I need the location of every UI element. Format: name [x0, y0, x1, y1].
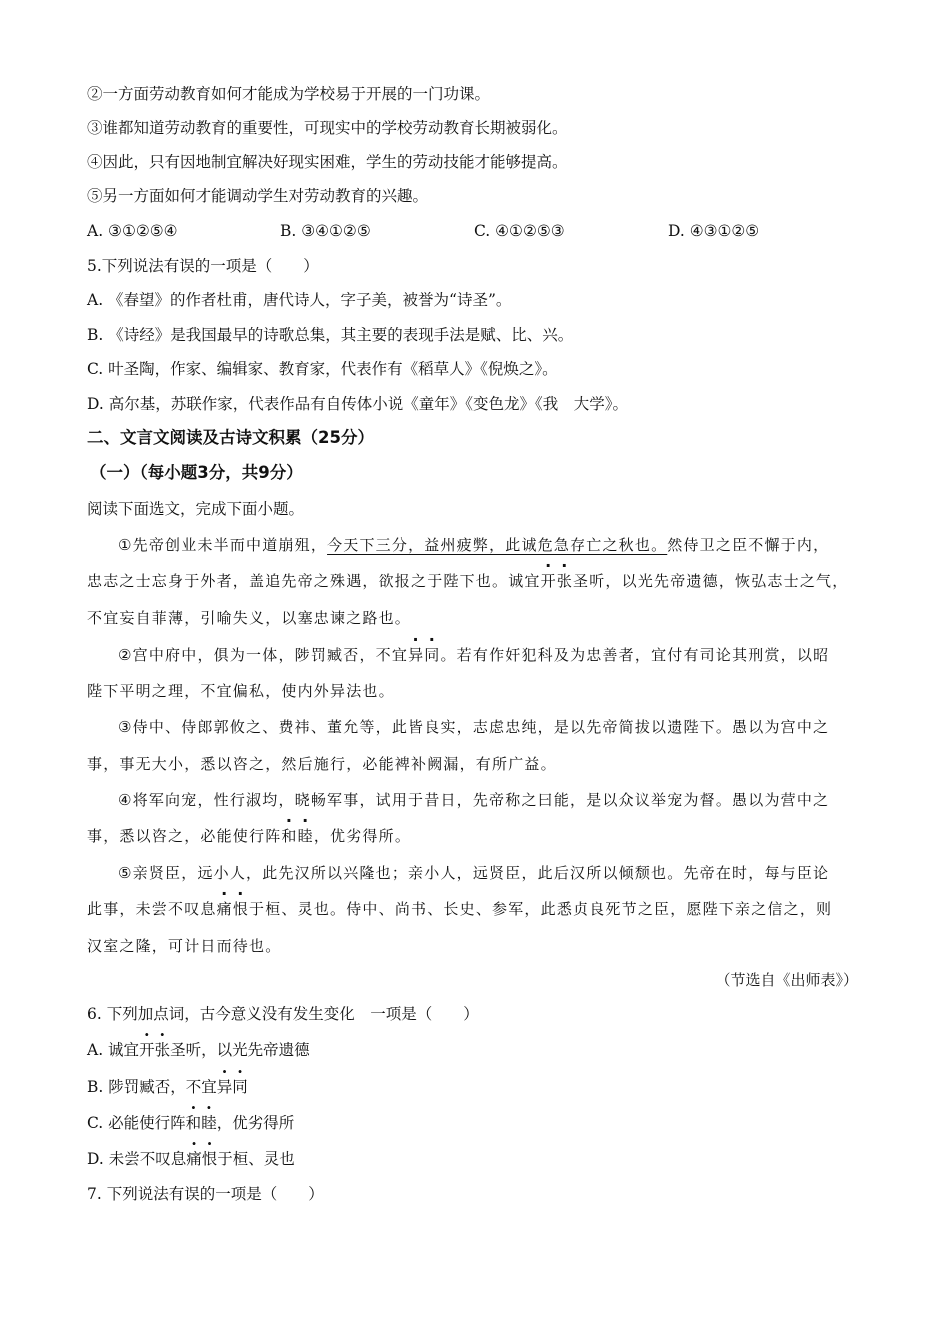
- passage-p2-line1: ②宫中府中，俱为一体，陟罚臧否，不宜异同。若有作奸犯科及为忠善者，宜付有司论其刑赏，以昭: [118, 646, 830, 664]
- q5-option-a: A. 《春望》的作者杜甫，唐代诗人，字子美，被誉为“诗圣”。: [87, 291, 512, 309]
- q6-option-a: A. 诚宜开张圣听，以光先帝遗德: [87, 1041, 310, 1059]
- passage-p4-line1: ④将军向宠，性行淑均，晓畅军事，试用于昔日，先帝称之曰能，是以众议举宠为督。愚以为营中之: [118, 791, 830, 809]
- q4-option-d: D. ④③①②⑤: [668, 222, 760, 240]
- passage-p1-line3: 不宜妄自菲薄，引喻失义，以塞忠谏之路也。: [87, 609, 412, 627]
- dotted-char: 痛: [186, 1150, 202, 1168]
- q6-option-b: B. 陟罚臧否，不宜异同: [87, 1078, 248, 1096]
- dotted-char: 异: [408, 646, 425, 664]
- dotted-char: 张: [556, 572, 574, 590]
- sentence-4: ④因此，只有因地制宜解决好现实困难，学生的劳动技能才能够提高。: [87, 153, 568, 171]
- dotted-char: 张: [154, 1041, 171, 1059]
- passage-p1-line2: 忠志之士忘身于外者，盖追先帝之殊遇，欲报之于陛下也。诚宜开张圣听，以光先帝遗德，恢弘志士之气，: [87, 572, 849, 590]
- q6-option-d: D. 未尝不叹息痛恨于桓、灵也: [87, 1150, 295, 1168]
- q4-option-c: C. ④①②⑤③: [474, 222, 565, 240]
- passage-p1-line1: ①先帝创业未半而中道崩殂，今天下三分，益州疲弊，此诚危急存亡之秋也。然侍卫之臣不懈于内，: [118, 536, 830, 554]
- sentence-2: ②一方面劳动教育如何才能成为学校易于开展的一门功课。: [87, 85, 491, 103]
- passage-p5-line1: ⑤亲贤臣，远小人，此先汉所以兴隆也；亲小人，远贤臣，此后汉所以倾颓也。先帝在时，每与臣论: [118, 864, 830, 882]
- passage-p3-line1: ③侍中、侍郎郭攸之、费祎、董允等，此皆良实，志虑忠纯，是以先帝简拔以遗陛下。愚以为宫中之: [118, 718, 830, 736]
- dotted-char: 痛: [216, 900, 233, 918]
- q6-stem: 6. 下列加点词，古今意义没有发生变化 一项是（ ）: [87, 1005, 479, 1023]
- dotted-char: 和: [281, 827, 298, 845]
- passage-source: （节选自《出师表》）: [715, 971, 858, 989]
- dotted-char: 同: [424, 646, 441, 664]
- q4-option-b: B. ③④①②⑤: [280, 222, 371, 240]
- passage-p5-line3: 汉室之隆，可计日而待也。: [87, 937, 282, 955]
- dotted-char: 开: [139, 1041, 155, 1059]
- passage-p3-line2: 事，事无大小，悉以咨之，然后施行，必能裨补阙漏，有所广益。: [87, 755, 557, 773]
- q5-stem: 5.下列说法有误的一项是（ ）: [87, 257, 319, 275]
- passage-p2-line2: 陛下平明之理，不宜偏私，使内外异法也。: [87, 682, 395, 700]
- q5-option-b: B. 《诗经》是我国最早的诗歌总集，其主要的表现手法是赋、比、兴。: [87, 326, 574, 344]
- dotted-char: 开: [540, 572, 557, 590]
- dotted-char: 恨: [201, 1150, 218, 1168]
- sentence-3: ③谁都知道劳动教育的重要性，可现实中的学校劳动教育长期被弱化。: [87, 119, 568, 137]
- dotted-char: 睦: [297, 827, 314, 845]
- dotted-char: 同: [232, 1078, 248, 1096]
- q4-option-a: A. ③①②⑤④: [87, 222, 178, 240]
- dotted-char: 和: [185, 1114, 202, 1132]
- sentence-5: ⑤另一方面如何才能调动学生对劳动教育的兴趣。: [87, 187, 429, 205]
- q5-option-d: D. 高尔基，苏联作家，代表作品有自传体小说《童年》《变色龙》《我 大学》。: [87, 395, 628, 413]
- passage-p5-line2: 此事，未尝不叹息痛恨于桓、灵也。侍中、尚书、长史、参军，此悉贞良死节之臣，愿陛下亲之信之，则: [87, 900, 833, 918]
- dotted-char: 异: [216, 1078, 233, 1096]
- underlined-sentence: 今天下三分，益州疲弊，此诚危急存亡之秋也。: [327, 536, 668, 554]
- q6-option-c: C. 必能使行阵和睦，优劣得所: [87, 1114, 295, 1132]
- subsection-title: （一）（每小题3分，共9分）: [90, 463, 303, 482]
- section-title: 二、文言文阅读及古诗文积累（25分）: [87, 428, 374, 447]
- reading-instruction: 阅读下面选文，完成下面小题。: [87, 500, 305, 518]
- dotted-char: 睦: [201, 1114, 217, 1132]
- q5-option-c: C. 叶圣陶，作家、编辑家、教育家，代表作有《稻草人》《倪焕之》。: [87, 360, 558, 378]
- q7-stem: 7. 下列说法有误的一项是（ ）: [87, 1185, 324, 1203]
- passage-p4-line2: 事，悉以咨之，必能使行阵和睦，优劣得所。: [87, 827, 412, 845]
- dotted-char: 恨: [232, 900, 250, 918]
